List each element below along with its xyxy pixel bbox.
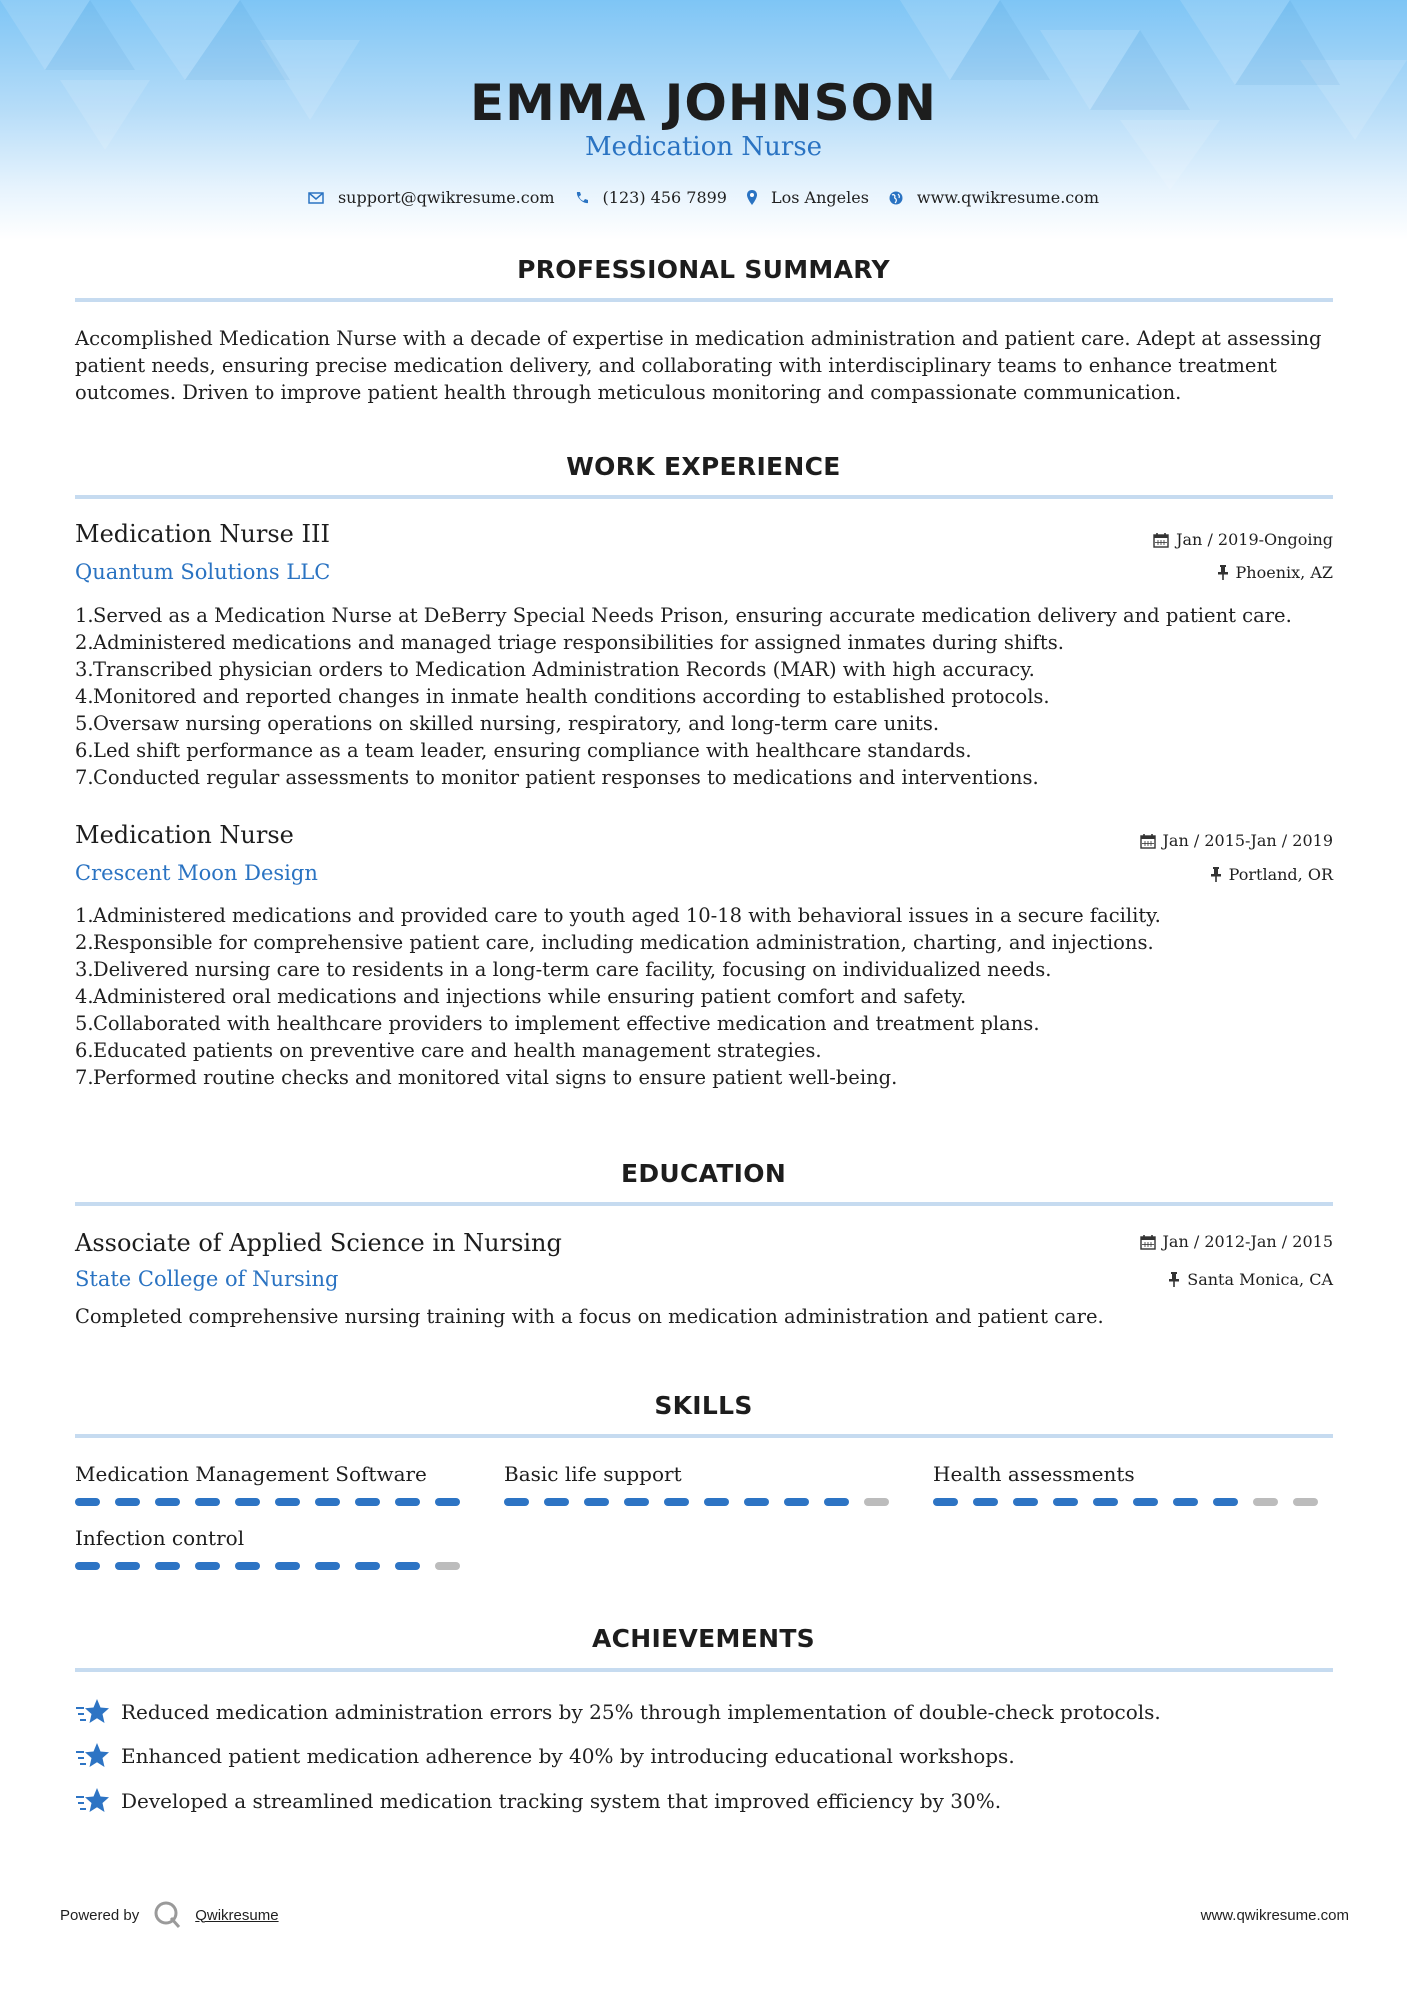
skill-item [504,1462,904,1506]
contact-phone-text: (123) 456 7899 [602,188,727,207]
candidate-name: EMMA JOHNSON [470,74,937,132]
qwikresume-link[interactable]: Qwikresume [195,1906,279,1924]
achievement-text: Enhanced patient medication adherence by 40% by introducing educational workshops. [121,1744,1015,1768]
job-2-duties [75,902,1345,1091]
map-marker-icon [747,190,757,205]
skill-dash-filled [275,1562,300,1570]
skill-dash-filled [504,1498,529,1506]
skill-level-bar [933,1498,1333,1506]
skill-dash-filled [435,1498,460,1506]
job-1-location-text: Phoenix, AZ [1235,563,1333,582]
job-1-date [1153,530,1333,549]
skill-dash-filled [115,1498,140,1506]
skill-dash-filled [744,1498,769,1506]
skill-dash-filled [1053,1498,1078,1506]
pushpin-icon [1168,1272,1180,1287]
skill-dash-filled [584,1498,609,1506]
qwikresume-logo-icon [153,1900,183,1930]
list-item: 5. Collaborated with healthcare providers to implement effective medication and treatment plans. [75,1012,1040,1035]
skills-heading: SKILLS [654,1391,753,1420]
job-1-title: Medication Nurse III [75,520,330,548]
list-item: 6. Educated patients on preventive care and health management strategies. [75,1039,822,1062]
skill-dash-filled [75,1498,100,1506]
achievements-divider [75,1668,1333,1672]
skill-dash-filled [784,1498,809,1506]
skill-dash-empty [1293,1498,1318,1506]
education-location-text: Santa Monica, CA [1187,1270,1333,1289]
list-item: 4. Administered oral medications and injections while ensuring patient comfort and safety. [75,985,967,1008]
skill-dash-filled [1013,1498,1038,1506]
skill-dash-filled [155,1498,180,1506]
phone-icon [575,191,589,205]
skill-dash-filled [235,1562,260,1570]
summary-divider [75,298,1333,302]
education-location [1168,1270,1333,1289]
footer-website[interactable]: www.qwikresume.com [1200,1907,1349,1924]
list-item: 7. Performed routine checks and monitored vital signs to ensure patient well-being. [75,1066,898,1089]
list-item: 2. Responsible for comprehensive patient care, including medication administration, charting, and injections. [75,931,1154,954]
list-item: 3. Delivered nursing care to residents in a long-term care facility, focusing on individualized needs. [75,958,1052,981]
pushpin-icon [1210,867,1222,882]
pushpin-icon [1217,565,1229,580]
skill-dash-filled [275,1498,300,1506]
calendar-icon [1140,833,1156,849]
calendar-icon [1153,532,1169,548]
skill-dash-filled [395,1498,420,1506]
contact-website[interactable] [889,188,1099,207]
list-item: 4. Monitored and reported changes in inmate health conditions according to established protocols. [75,685,1050,708]
skill-name: Basic life support [504,1462,682,1486]
contact-website-text: www.qwikresume.com [916,188,1100,207]
skill-dash-filled [395,1562,420,1570]
list-item: 1. Served as a Medication Nurse at DeBerry Special Needs Prison, ensuring accurate medication delivery and patient care. [75,604,1292,627]
job-2-location [1210,865,1333,884]
star-icon [75,1786,111,1816]
skill-dash-filled [824,1498,849,1506]
skill-dash-filled [704,1498,729,1506]
job-2-date-text: Jan / 2015-Jan / 2019 [1162,831,1333,850]
list-item: 6. Led shift performance as a team leader, ensuring compliance with healthcare standards. [75,739,972,762]
skill-dash-filled [315,1498,340,1506]
star-icon [75,1697,111,1727]
skill-dash-filled [355,1498,380,1506]
education-date-text: Jan / 2012-Jan / 2015 [1162,1232,1333,1251]
experience-heading: WORK EXPERIENCE [566,452,841,481]
skill-item [75,1526,475,1570]
achievements-heading: ACHIEVEMENTS [592,1624,815,1653]
skill-name: Health assessments [933,1462,1135,1486]
achievement-text: Reduced medication administration errors by 25% through implementation of double-check protocols. [121,1700,1161,1724]
candidate-role: Medication Nurse [584,132,823,162]
skill-dash-filled [1173,1498,1198,1506]
job-1-location [1217,563,1333,582]
skill-level-bar [504,1498,904,1506]
contact-email[interactable] [308,188,555,207]
skill-dash-filled [973,1498,998,1506]
skill-dash-filled [75,1562,100,1570]
star-icon [75,1741,111,1771]
education-school: State College of Nursing [75,1267,339,1291]
skill-dash-empty [864,1498,889,1506]
footer-branding [60,1900,279,1930]
job-1-duties [75,602,1345,791]
list-item: 1. Administered medications and provided care to youth aged 10-18 with behavioral issues in a secure facility. [75,904,1161,927]
list-item: 5. Oversaw nursing operations on skilled nursing, respiratory, and long-term care units. [75,712,940,735]
job-2-date [1140,831,1333,850]
skill-dash-filled [155,1562,180,1570]
skills-divider [75,1434,1333,1438]
skill-level-bar [75,1562,475,1570]
skill-dash-empty [435,1562,460,1570]
achievement-item [75,1741,1015,1771]
globe-icon [889,191,903,205]
envelope-icon [308,192,324,204]
job-1-company: Quantum Solutions LLC [75,560,331,584]
skill-dash-empty [1253,1498,1278,1506]
achievement-text: Developed a streamlined medication tracking system that improved efficiency by 30%. [121,1789,1002,1813]
skill-name: Infection control [75,1526,245,1550]
skill-dash-filled [235,1498,260,1506]
list-item: 2. Administered medications and managed triage responsibilities for assigned inmates during shifts. [75,631,1064,654]
contact-email-text: support@qwikresume.com [337,188,555,207]
achievement-item [75,1786,1001,1816]
skill-dash-filled [195,1562,220,1570]
skill-dash-filled [624,1498,649,1506]
achievement-item [75,1697,1161,1727]
summary-text: Accomplished Medication Nurse with a decade of expertise in medication administration and patient care. Adept at assessing patient needs, ensuring precise medication delivery, and collaborating with interdisciplinary teams to enhance treatment outcomes. Driven to improve patient health through meticulous monitoring and compassionate communication. [75,327,1322,404]
skill-item [933,1462,1333,1506]
education-heading: EDUCATION [620,1159,787,1188]
skill-dash-filled [933,1498,958,1506]
skill-dash-filled [1093,1498,1118,1506]
list-item: 7. Conducted regular assessments to monitor patient responses to medications and interventions. [75,766,1039,789]
education-description: Completed comprehensive nursing training with a focus on medication administration and patient care. [75,1305,1104,1328]
contact-location [747,188,869,207]
contact-phone[interactable] [575,188,727,207]
skill-dash-filled [315,1562,340,1570]
powered-by-label: Powered by [60,1906,140,1924]
skill-dash-filled [195,1498,220,1506]
job-2-company: Crescent Moon Design [75,861,318,885]
skill-dash-filled [664,1498,689,1506]
education-divider [75,1202,1333,1206]
skill-name: Medication Management Software [75,1462,427,1486]
experience-divider [75,495,1333,499]
summary-heading: PROFESSIONAL SUMMARY [517,255,890,284]
education-date [1140,1232,1333,1251]
education-degree: Associate of Applied Science in Nursing [75,1229,562,1257]
job-2-title: Medication Nurse [75,821,294,849]
list-item: 3. Transcribed physician orders to Medication Administration Records (MAR) with high accuracy. [75,658,1035,681]
skill-dash-filled [355,1562,380,1570]
contact-location-text: Los Angeles [770,188,869,207]
job-2-location-text: Portland, OR [1228,865,1333,884]
skill-dash-filled [1213,1498,1238,1506]
skill-item [75,1462,475,1506]
contact-bar [0,188,1407,207]
skill-level-bar [75,1498,475,1506]
job-1-date-text: Jan / 2019-Ongoing [1176,530,1333,549]
skill-dash-filled [544,1498,569,1506]
skill-dash-filled [115,1562,140,1570]
calendar-icon [1140,1234,1156,1250]
skill-dash-filled [1133,1498,1158,1506]
